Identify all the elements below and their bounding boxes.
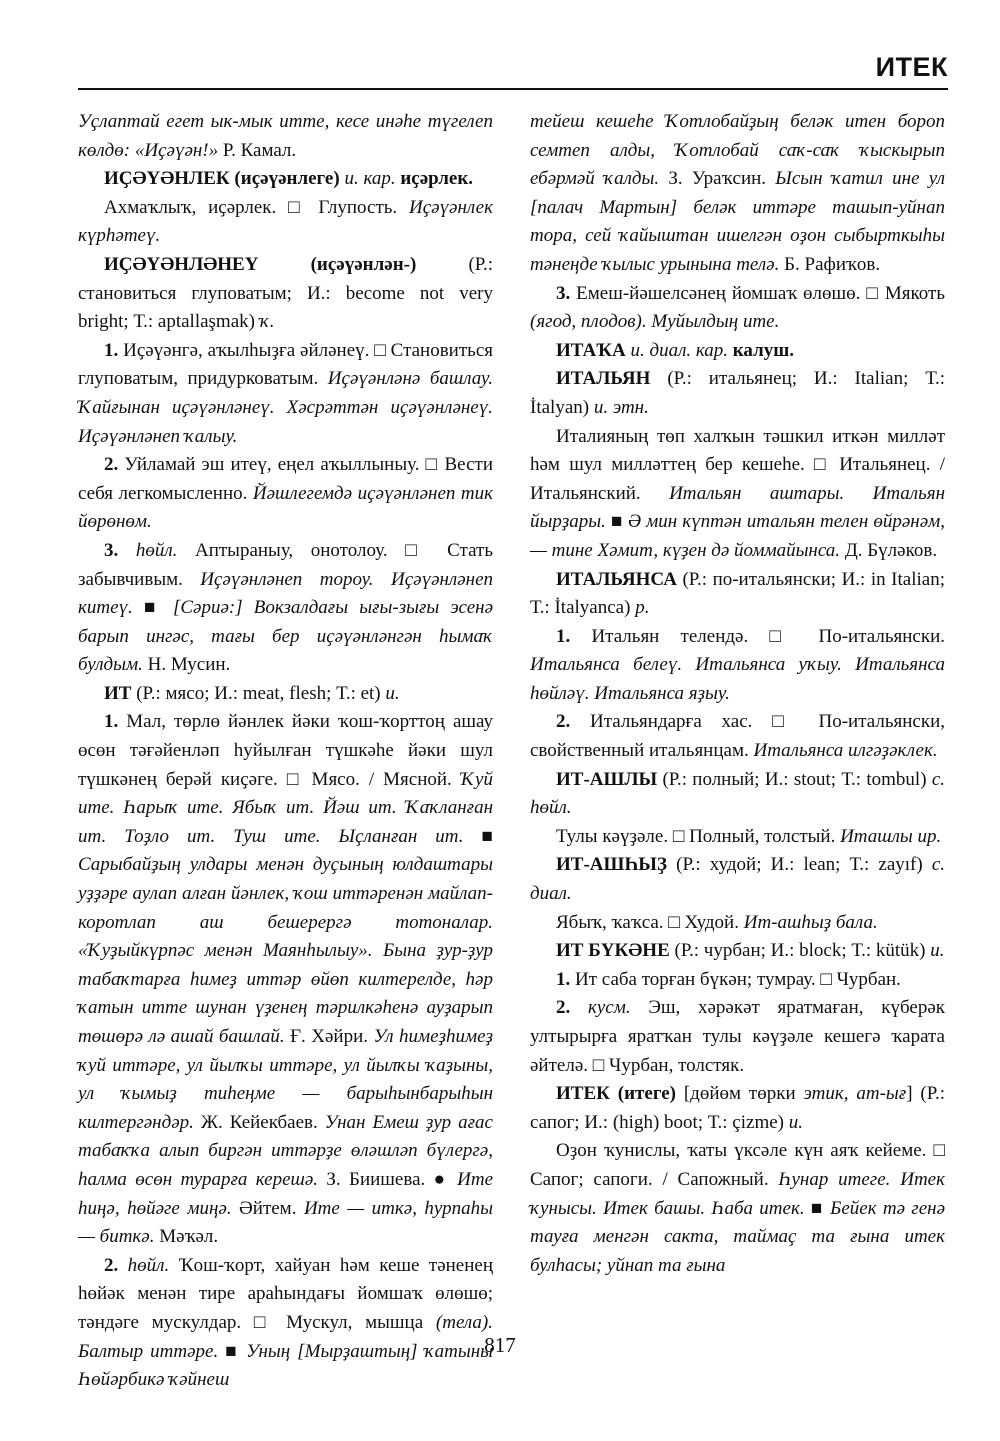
body-text: Ғ. Хәйри. [284, 1026, 374, 1047]
body-text: Иҫәүәнгә, аҡылһыҙға әйләнеү. □ Становиться глуповатым, придурковатым. [78, 339, 493, 390]
dictionary-paragraph [78, 708, 493, 1251]
italic-text: Ә мин күптән итальян телен өйрәнәм, — тине Хәмит, күҙен дә йоммайынса. [530, 511, 946, 561]
dictionary-paragraph [78, 251, 493, 337]
headword-text: ИТЕК (итеге) [556, 1083, 676, 1105]
running-head: ИТЕК [875, 52, 948, 82]
italic-text: Сарыбайҙың улдары менән дуҫының юлдаштары уҙҙәре аулап алған йәнлек, ҡош иттәренән майлап-коротлап аш бешерергә тотоналар. «Ҡуҙыйкүрпәс менән Маянһылыу». [78, 854, 493, 962]
dictionary-paragraph [530, 337, 945, 366]
dictionary-paragraph [78, 451, 493, 537]
body-text: ■ [132, 597, 173, 619]
dictionary-paragraph [530, 851, 945, 908]
dictionary-paragraph [78, 680, 493, 709]
headword-text: 1. [556, 968, 571, 990]
dictionary-paragraph [530, 823, 945, 852]
italic-text: и. диал. кар. [625, 339, 733, 361]
dictionary-paragraph [530, 423, 945, 566]
body-text: Ҡош-ҡорт, хайуан һәм кеше тәненең һөйәк менән тире араһындағы йомшаҡ өлөшө; тәндәге мускулдар. □ Мускул, мышца [78, 1254, 493, 1333]
body-text: Әйтем. [231, 1197, 304, 1219]
body-text: (Р.: мясо; И.: meat, flesh; Т.: et) [131, 682, 386, 704]
body-text: З. Ураҡсин. [659, 168, 776, 190]
italic-text: Ите — иткә, һурпаһы — биткә. [78, 1197, 493, 1248]
headword-text: 3. [104, 539, 119, 561]
body-text: Н. Мусин. [142, 654, 231, 676]
headword-text: иҫәрлек. [400, 168, 474, 190]
body-text: (Р.: чурбан; И.: block; Т.: kütük) [669, 940, 931, 962]
body-text [373, 940, 383, 961]
italic-text: Иҫәүәнлек күрһәтеү. [78, 196, 493, 247]
headword-text: ИТ [104, 682, 132, 704]
body-text: (Р.: итальянец; И.: Italian; Т.: İtalyan) [530, 368, 945, 418]
italic-text: Ите һиңә, һөйәге миңә. [78, 1168, 494, 1219]
italic-text: Йәшлегемдә иҫәүәнләнеп тик йөрөнөм. [78, 482, 493, 533]
dictionary-paragraph [530, 766, 945, 823]
body-text: Аптыраныу, онотолоу. □ Стать забывчивым. [78, 539, 493, 590]
dictionary-paragraph [530, 1080, 945, 1137]
italic-text: тейеш кешеһе Ҡотлобайҙың беләк итен бороп семтеп алды, Ҡотлобай саҡ-саҡ ҡыскырып ебәрмәй ҡалды. [530, 111, 945, 190]
body-text: З. Биишева. ● [318, 1168, 458, 1190]
body-text: Оҙон ҡунислы, ҡаты үксәле күн аяҡ кейеме. □ Сапог; сапоги. / Сапожный. [530, 1140, 945, 1190]
dictionary-paragraph [78, 108, 493, 165]
italic-text: и. кар. [339, 168, 401, 190]
body-text: (Р.: худой; И.: lean; Т.: zayıf) [667, 854, 932, 876]
dictionary-paragraph [530, 108, 945, 280]
headword-text: 1. [104, 711, 119, 733]
headword-text: ИТ-АШҺЫҘ [556, 854, 667, 876]
headword-text: калуш. [732, 339, 795, 361]
headword-text: 2. [104, 454, 119, 476]
body-text: (Р.: по-итальянски; И.: in Italian; Т.: İtalyanca) [530, 568, 945, 619]
italic-text: Итальян аштары. Итальян йырҙары. [530, 482, 945, 533]
body-text: ■ [605, 511, 628, 533]
italic-text: и. [930, 940, 945, 962]
italic-text: Унан Емеш ҙур ағас табаҡҡа алып биргән иттәрҙе өләшләп бүлергә, һалма өсөн турарға керешә. [78, 1111, 493, 1190]
italic-text: Ул һимеҙһимеҙ ҡуй иттәре, ул йылҡы иттәре, ул йылҡы ҡаҙыны, ул ҡымыҙ тиһеңме — барыһынбарыһын килтергәндәр. [78, 1026, 493, 1133]
body-text: Д. Бүләков. [840, 539, 938, 561]
headword-text: ИҪӘҮӘНЛЕК (иҫәүәнлеге) [104, 168, 340, 190]
italic-text: с. диал. [530, 854, 945, 905]
headword-text: ИТАЛЬЯНСА [556, 568, 677, 590]
dictionary-paragraph [530, 280, 945, 337]
italic-text: (ягод, плодов). Муйылдың ите. [530, 311, 780, 333]
italic-text: Иҫәүәнләнә башлау. Ҡайғынан иҫәүәнләнеү. Хәсрәттән иҫәүәнләнеү. Иҫәүәнләнеп ҡалыу. [78, 368, 493, 447]
italic-text: Ҡуй ите. Һарыҡ ите. Ябыҡ ит. Йәш ит. Ҡаҡланған ит. Тоҙло ит. Туш ите. Ыҫланған ит. [78, 768, 493, 847]
dictionary-paragraph [78, 337, 493, 451]
body-text: Мал, төрлө йәнлек йәки ҡош-ҡорттоң ашау өсөн тәғәйенләп һуйылған түшкәһе йәки шул түшкәнең берәй киҫәге. □ Мясо. / Мясной. [78, 711, 493, 790]
italic-text: и. [788, 1111, 803, 1133]
italic-text: ҡ. [259, 311, 275, 333]
italic-text: и. [385, 682, 400, 704]
headword-text: ИТАЛЬЯН [556, 368, 651, 390]
body-text: (Р.: становиться глуповатым; И.: become not very bright; Т.: aptallaşmak) [78, 253, 493, 333]
body-text: Тулы кәүҙәле. □ Полный, толстый. [556, 825, 841, 847]
italic-text: һөйл. [118, 539, 178, 561]
dictionary-paragraph [530, 909, 945, 938]
dictionary-paragraph [530, 994, 945, 1080]
body-text: ■ [804, 1197, 831, 1219]
italic-text: с. һөйл. [530, 768, 945, 819]
italic-text: Иҫәүәнләнеп тороу. Иҫәүәнләнеп китеү. [78, 568, 493, 619]
italic-text: Бына ҙур-ҙур табаҡтарға һимеҙ иттәр өйөп килтерелде, һәр ҡатын итте шунан үҙенең тәрилкәһенә ауҙарып төшөрә лә ашай башлай. [78, 940, 493, 1047]
headword-text: ИТ-АШЛЫ [556, 768, 658, 790]
headword-text: 3. [556, 282, 571, 304]
italic-text: һөйл. [118, 1254, 170, 1276]
headword-text: 1. [104, 339, 119, 361]
header-rule [78, 88, 948, 90]
headword-text: 2. [556, 711, 571, 733]
italic-text: [Сәриә:] Вокзалдағы ығы-зығы эсенә барып ингәс, тағы бер иҫәүәнләнгән һымаҡ булдым. [78, 597, 493, 676]
italic-text: Ит-ашһыҙ бала. [743, 911, 878, 933]
headword-text: 2. [104, 1254, 119, 1276]
dictionary-paragraph [78, 194, 493, 251]
dictionary-paragraph [530, 623, 945, 709]
italic-text: (тела). Балтыр иттәре. [78, 1311, 493, 1362]
headword-text: 1. [556, 625, 571, 647]
headword-text: ИТАҠА [556, 339, 626, 361]
body-text: [дөйөм төрки [675, 1083, 804, 1105]
body-text: Итальяндарға хас. □ По-итальянски, свойственный итальянцам. [530, 711, 945, 762]
body-text: Мәҡәл. [154, 1226, 219, 1248]
body-text: ■ [463, 825, 493, 847]
headword-text: 2. [556, 997, 571, 1019]
italic-text: кусм. [570, 997, 631, 1019]
body-text: Ит саба торған бүкән; тумрау. □ Чурбан. [570, 968, 901, 990]
dictionary-paragraph [530, 1137, 945, 1280]
italic-text: Иташлы ир. [840, 825, 942, 847]
dictionary-paragraph [78, 165, 493, 194]
italic-text: Итальянса илгәҙәклек. [753, 740, 938, 762]
italic-text: Уҫлаптай егет ык-мык итте, кесе инәһе түгелеп көлдө: «Иҫәүән!» [78, 111, 493, 161]
body-text: Ябыҡ, ҡаҡса. □ Худой. [556, 911, 744, 933]
body-text: Емеш-йәшелсәнең йомшаҡ өлөшө. □ Мякоть [570, 282, 945, 304]
dictionary-paragraph [530, 566, 945, 623]
dictionary-paragraph [530, 365, 945, 422]
body-text: Уйламай эш итеү, еңел аҡыллыныу. □ Вести себя легкомысленно. [78, 454, 493, 504]
italic-text: Һунар итеге. Итек ҡунысы. Итек башы. Һаба итек. [530, 1168, 945, 1219]
body-text: Ахмаҡлыҡ, иҫәрлек. □ Глупость. [104, 196, 409, 218]
body-text: (Р.: полный; И.: stout; Т.: tombul) [657, 768, 932, 790]
italic-text: Итальянса белеү. Итальянса уҡыу. Итальянса һөйләү. Итальянса яҙыу. [530, 654, 945, 704]
dictionary-paragraph [530, 966, 945, 995]
headword-text: ИТ БҮКӘНЕ [556, 940, 670, 962]
italic-text: этик, ат-ығ [803, 1083, 907, 1105]
body-text: ■ [218, 1340, 247, 1362]
dictionary-paragraph [78, 537, 493, 680]
right-column [530, 108, 945, 1338]
italic-text: Ысын ҡатил ине ул [палач Мартын] беләк иттәре ташып-уйнап тора, сей ҡайыштан ишелгән оҙон сыбырткыһы тәнеңде ҡылыс урынына телә. [530, 168, 945, 275]
headword-text: ИҪӘҮӘНЛӘНЕҮ (иҫәүәнлән-) [104, 253, 417, 275]
italic-text: р. [635, 597, 650, 619]
body-text: Б. Рафиҡов. [779, 253, 881, 275]
dictionary-paragraph [530, 708, 945, 765]
body-text: Италияның төп халҡын тәшкил иткән милләт һәм шул милләттең бер кешеһе. □ Итальянец. / Итальянский. [530, 425, 945, 504]
italic-text: и. этн. [593, 396, 649, 418]
body-text: ] (Р.: сапог; И.: (high) boot; Т.: çizme) [530, 1083, 945, 1133]
page-number: 817 [484, 1333, 516, 1357]
dictionary-paragraph [78, 1252, 493, 1395]
left-column [78, 108, 494, 1391]
dictionary-paragraph [530, 937, 945, 966]
italic-text: Бейек тә генә тауға менгән сакта, таймаҫ та ғына итек булһасы; уйнап та ғына [530, 1197, 945, 1276]
body-text: Р. Камал. [218, 139, 297, 161]
body-text: Ж. Кейекбаев. [193, 1111, 325, 1133]
italic-text: Уның [Мырҙаштың] ҡатыны Һөйәрбикә ҡәйнеш [78, 1340, 494, 1391]
body-text: Эш, хәрәкәт яратмаған, күберәк ултырырға яратҡан тулы кәүҙәле кешегә ҡарата әйтелә. □ Чурбан, толстяк. [530, 997, 945, 1076]
body-text: Итальян телендә. □ По-итальянски. [570, 625, 945, 647]
